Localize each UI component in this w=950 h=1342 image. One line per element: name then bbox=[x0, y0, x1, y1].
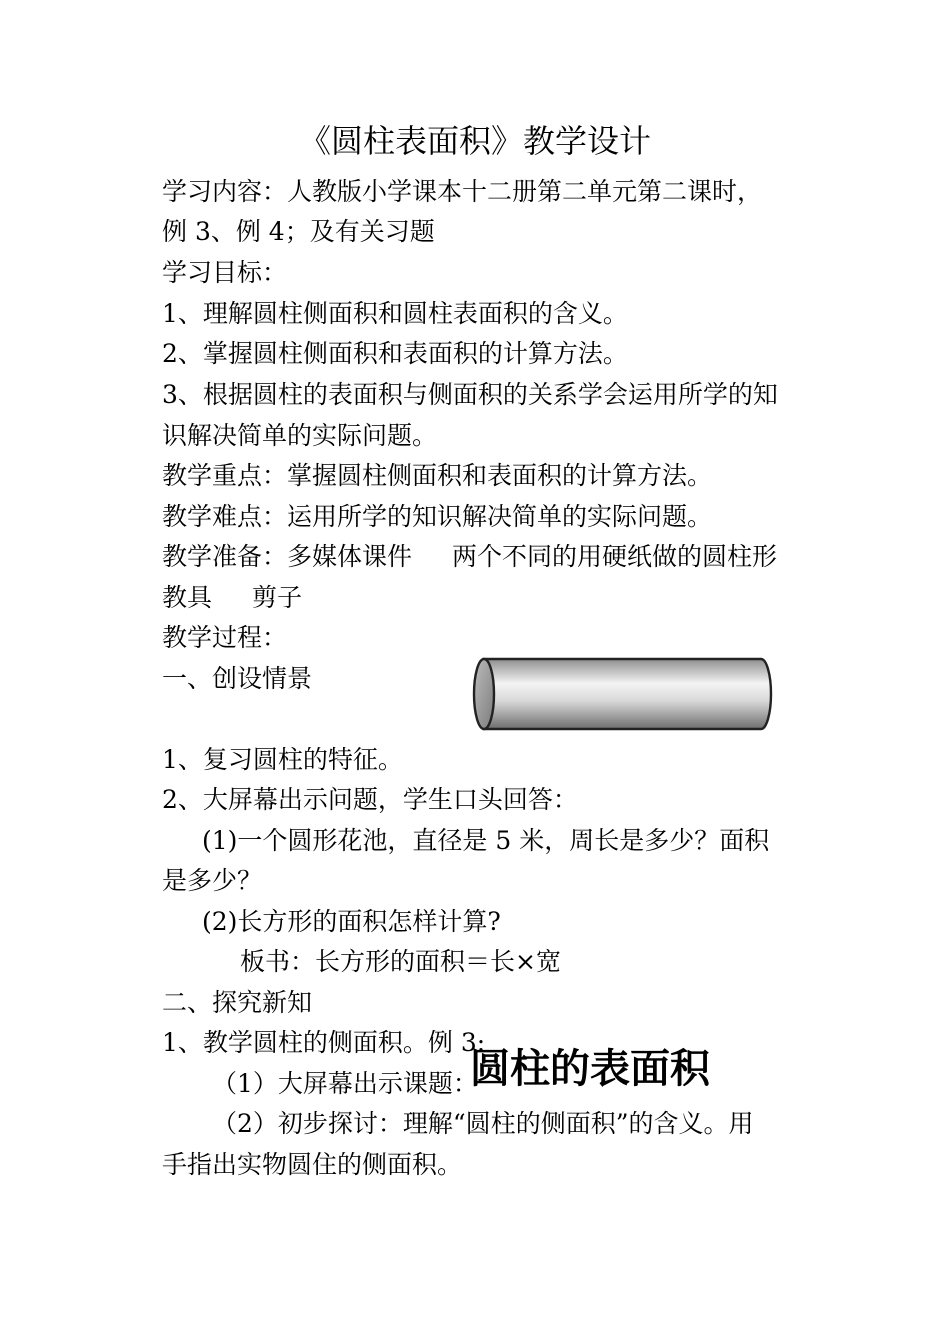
board-writing: 板书：长方形的面积＝长×宽 bbox=[240, 947, 561, 976]
content-line-1: 学习内容：人教版小学课本十二册第二单元第二课时， bbox=[162, 177, 763, 206]
prep-cylinders: 两个不同的用硬纸做的圆柱形 bbox=[452, 542, 778, 571]
process-label: 教学过程： bbox=[162, 623, 288, 652]
cylinder-icon bbox=[470, 655, 775, 733]
question-1-line-1: (1)一个圆形花池，直径是 5 米，周长是多少？面积 bbox=[202, 826, 770, 855]
goal-1: 1、理解圆柱侧面积和圆柱表面积的含义。 bbox=[162, 299, 628, 328]
content-line-2: 例 3、例 4；及有关习题 bbox=[162, 217, 435, 246]
section-2-heading: 二、探究新知 bbox=[162, 988, 313, 1017]
goal-2: 2、掌握圆柱侧面积和表面积的计算方法。 bbox=[162, 339, 628, 368]
s2-sub-2-line-1: （2）初步探讨：理解“圆柱的侧面积”的含义。用 bbox=[212, 1109, 754, 1138]
prep-line-2 bbox=[162, 578, 302, 618]
goal-3-line-2: 识解决简单的实际问题。 bbox=[162, 421, 438, 450]
s1-item-2: 2、大屏幕出示问题，学生口头回答： bbox=[162, 785, 578, 814]
section-1-heading: 一、创设情景 bbox=[162, 664, 313, 693]
question-2: (2)长方形的面积怎样计算? bbox=[202, 907, 501, 936]
document-title: 《圆柱表面积》教学设计 bbox=[298, 122, 651, 160]
prep-materials: 教学准备：多媒体课件 bbox=[162, 542, 413, 571]
question-1-line-2: 是多少？ bbox=[162, 866, 263, 895]
goals-label: 学习目标： bbox=[162, 258, 288, 287]
prep-scissors: 剪子 bbox=[252, 583, 303, 612]
s2-sub-2-line-2: 手指出实物圆住的侧面积。 bbox=[162, 1150, 463, 1179]
difficulty: 教学难点：运用所学的知识解决简单的实际问题。 bbox=[162, 502, 713, 531]
s2-sub-1: （1）大屏幕出示课题： bbox=[212, 1069, 478, 1098]
slide-title: 圆柱的表面积 bbox=[470, 1046, 710, 1092]
s1-item-1: 1、复习圆柱的特征。 bbox=[162, 745, 403, 774]
s2-item-1: 1、教学圆柱的侧面积。例 3: bbox=[162, 1028, 486, 1057]
prep-line-1 bbox=[162, 537, 777, 577]
key-point: 教学重点：掌握圆柱侧面积和表面积的计算方法。 bbox=[162, 461, 713, 490]
prep-tools: 教具 bbox=[162, 583, 213, 612]
goal-3-line-1: 3、根据圆柱的表面积与侧面积的关系学会运用所学的知 bbox=[162, 380, 778, 409]
